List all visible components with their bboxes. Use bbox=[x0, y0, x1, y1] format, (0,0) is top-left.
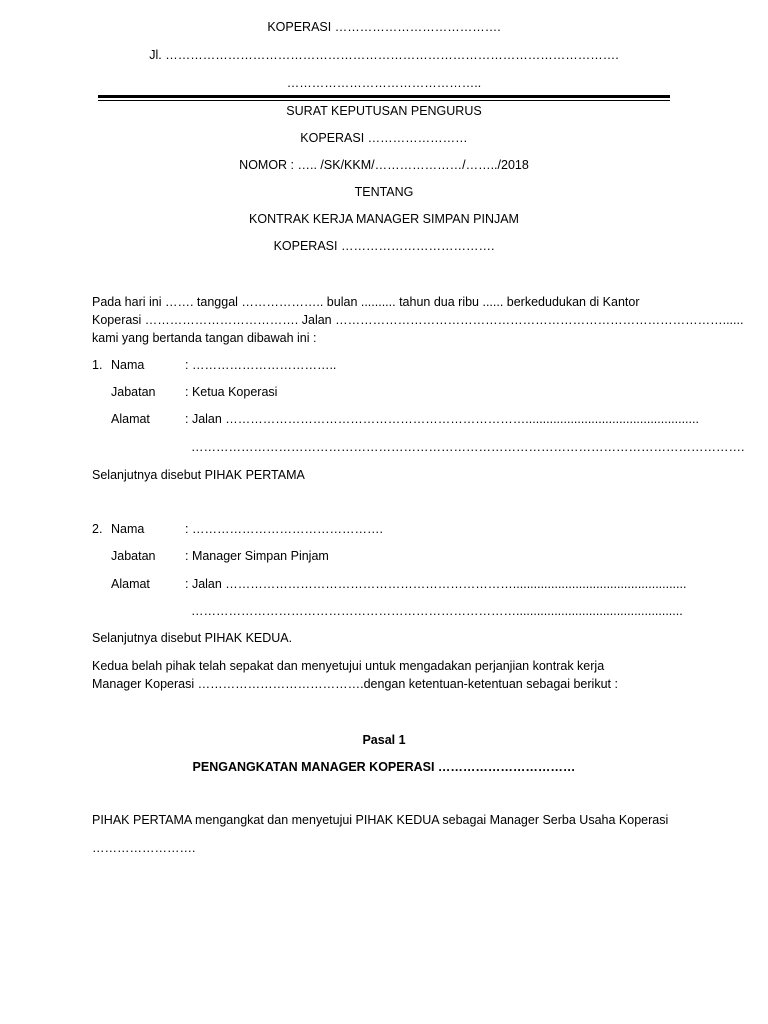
party1-address-value-1: : Jalan ……………………………………………………………….................................................. bbox=[185, 412, 699, 426]
party2-name-value: : ………………………………………. bbox=[185, 522, 383, 536]
party2-number: 2. bbox=[92, 522, 103, 536]
party1-number: 1. bbox=[92, 358, 103, 372]
letterhead-address: Jl. ………………………………………………………………………………………………. bbox=[149, 48, 619, 62]
party2-name-label: Nama bbox=[111, 522, 145, 536]
party1-position-label: Jabatan bbox=[111, 385, 156, 399]
decree-number: NOMOR : ….. /SK/KKM/…………………/……../2018 bbox=[239, 158, 529, 172]
party1-closing: Selanjutnya disebut PIHAK PERTAMA bbox=[92, 468, 305, 482]
article-1-body-line-2: ……………………. bbox=[92, 841, 196, 855]
article-1-body-line-1: PIHAK PERTAMA mengangkat dan menyetujui PIHAK KEDUA sebagai Manager Serba Usaha Koperasi bbox=[92, 813, 669, 827]
party2-address-value-2: ……………………………………………………………………................................................ bbox=[191, 604, 683, 618]
party2-position-label: Jabatan bbox=[111, 549, 156, 563]
decree-subject-cooperative: KOPERASI ………………………………. bbox=[273, 239, 495, 253]
opening-line-1: Pada hari ini ……. tanggal ……………….. bulan .......... tahun dua ribu ...... berkedudukan di Kantor bbox=[92, 295, 640, 309]
party2-address-label: Alamat bbox=[111, 577, 150, 591]
decree-cooperative: KOPERASI …………………… bbox=[300, 131, 468, 145]
party1-position-value: : Ketua Koperasi bbox=[185, 385, 278, 399]
article-1-heading: Pasal 1 bbox=[362, 733, 406, 747]
party1-name-label: Nama bbox=[111, 358, 145, 372]
letterhead-rule-thin bbox=[98, 100, 670, 101]
decree-title: SURAT KEPUTUSAN PENGURUS bbox=[286, 104, 482, 118]
party1-address-value-2: ……………………………………………………………………………………………………………………. bbox=[191, 440, 745, 454]
opening-line-2: Koperasi ………………………………. Jalan …………………………………………………………………………………...... bbox=[92, 313, 744, 327]
party1-name-value: : …………………………….. bbox=[185, 358, 337, 372]
party2-position-value: : Manager Simpan Pinjam bbox=[185, 549, 329, 563]
opening-line-3: kami yang bertanda tangan dibawah ini : bbox=[92, 331, 317, 345]
article-1-subheading: PENGANGKATAN MANAGER KOPERASI …………………………… bbox=[192, 760, 576, 774]
party1-address-label: Alamat bbox=[111, 412, 150, 426]
agreement-line-1: Kedua belah pihak telah sepakat dan menyetujui untuk mengadakan perjanjian kontrak kerja bbox=[92, 659, 605, 673]
letterhead-name: KOPERASI …………………………………. bbox=[267, 20, 501, 34]
decree-about: TENTANG bbox=[354, 185, 414, 199]
letterhead-rule-thick bbox=[98, 95, 670, 98]
decree-subject: KONTRAK KERJA MANAGER SIMPAN PINJAM bbox=[249, 212, 519, 226]
letterhead-address-cont: ……………………………………….. bbox=[286, 76, 482, 90]
agreement-line-2: Manager Koperasi ………………………………….dengan ketentuan-ketentuan sebagai berikut : bbox=[92, 677, 618, 691]
party2-closing: Selanjutnya disebut PIHAK KEDUA. bbox=[92, 631, 293, 645]
party2-address-value-1: : Jalan …………………………………………………………….................................................. bbox=[185, 577, 687, 591]
